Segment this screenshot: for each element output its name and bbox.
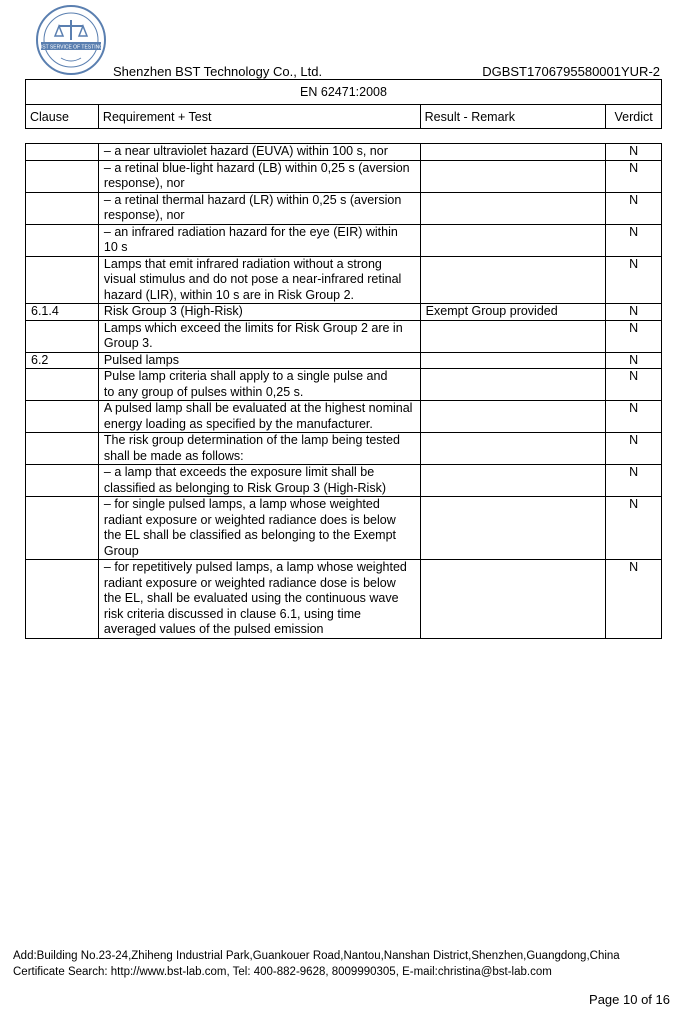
requirement-cell: Lamps which exceed the limits for Risk Group 2 are in Group 3. <box>98 320 420 352</box>
requirement-cell: – a lamp that exceeds the exposure limit shall be classified as belonging to Risk Group 3 (High-Risk) <box>98 465 420 497</box>
clause-cell <box>26 320 99 352</box>
requirements-table <box>25 143 662 639</box>
requirement-cell: Pulsed lamps <box>98 352 420 369</box>
col-result-header: Result - Remark <box>420 105 606 129</box>
col-requirement-header: Requirement + Test <box>98 105 420 129</box>
requirement-cell: Risk Group 3 (High-Risk) <box>98 304 420 321</box>
verdict-cell: N <box>606 497 662 560</box>
table-row <box>26 465 662 497</box>
table-row <box>26 497 662 560</box>
clause-cell <box>26 256 99 304</box>
requirement-cell: The risk group determination of the lamp being tested shall be made as follows: <box>98 433 420 465</box>
result-cell <box>420 560 606 639</box>
table-row <box>26 256 662 304</box>
header-table <box>25 79 662 129</box>
verdict-cell: N <box>606 369 662 401</box>
result-cell <box>420 433 606 465</box>
requirement-cell: – a retinal blue-light hazard (LB) within 0,25 s (aversion response), nor <box>98 160 420 192</box>
result-cell <box>420 465 606 497</box>
requirement-cell: Pulse lamp criteria shall apply to a single pulse and to any group of pulses within 0,25 s. <box>98 369 420 401</box>
table-row <box>26 560 662 639</box>
result-cell <box>420 256 606 304</box>
table-row <box>26 304 662 321</box>
clause-cell <box>26 369 99 401</box>
report-number: DGBST1706795580001YUR-2 <box>482 64 660 79</box>
col-clause-header: Clause <box>26 105 99 129</box>
col-verdict-header: Verdict <box>606 105 662 129</box>
table-row <box>26 401 662 433</box>
requirement-cell: – a retinal thermal hazard (LR) within 0,25 s (aversion response), nor <box>98 192 420 224</box>
requirement-cell: – for single pulsed lamps, a lamp whose weighted radiant exposure or weighted radiance does is below the EL shall be classified as belonging to the Exempt Group <box>98 497 420 560</box>
requirement-cell: – for repetitively pulsed lamps, a lamp whose weighted radiant exposure or weighted radiance dose is below the EL, shall be evaluated using the continuous wave risk criteria discussed in clause 6.1, using time averaged values of the pulsed emission <box>98 560 420 639</box>
verdict-cell: N <box>606 144 662 161</box>
clause-cell <box>26 497 99 560</box>
footer-address: Add:Building No.23-24,Zhiheng Industrial Park,Guankouer Road,Nantou,Nanshan District,Shenzhen,Guangdong,China <box>13 950 620 962</box>
standard-title: EN 62471:2008 <box>26 80 662 105</box>
company-name: Shenzhen BST Technology Co., Ltd. <box>113 64 323 79</box>
result-cell <box>420 192 606 224</box>
table-row <box>26 192 662 224</box>
requirement-cell: A pulsed lamp shall be evaluated at the highest nominal energy loading as specified by the manufacturer. <box>98 401 420 433</box>
table-row <box>26 433 662 465</box>
clause-cell <box>26 560 99 639</box>
verdict-cell: N <box>606 465 662 497</box>
clause-cell <box>26 433 99 465</box>
requirement-cell: – a near ultraviolet hazard (EUVA) within 100 s, nor <box>98 144 420 161</box>
clause-cell <box>26 465 99 497</box>
verdict-cell: N <box>606 401 662 433</box>
clause-cell <box>26 401 99 433</box>
result-cell <box>420 224 606 256</box>
page-number: Page 10 of 16 <box>589 992 670 1007</box>
clause-cell <box>26 160 99 192</box>
result-cell <box>420 497 606 560</box>
verdict-cell: N <box>606 320 662 352</box>
verdict-cell: N <box>606 433 662 465</box>
verdict-cell: N <box>606 352 662 369</box>
table-row <box>26 224 662 256</box>
footer-address-block <box>13 949 620 980</box>
clause-cell <box>26 144 99 161</box>
bst-logo-seal-icon <box>35 4 107 76</box>
verdict-cell: N <box>606 160 662 192</box>
clause-cell: 6.1.4 <box>26 304 99 321</box>
result-cell <box>420 160 606 192</box>
result-cell <box>420 320 606 352</box>
table-row <box>26 320 662 352</box>
verdict-cell: N <box>606 560 662 639</box>
table-row <box>26 352 662 369</box>
verdict-cell: N <box>606 224 662 256</box>
result-cell <box>420 352 606 369</box>
footer-contact: Certificate Search: http://www.bst-lab.com, Tel: 400-882-9628, 8009990305, E-mail:christina@bst-lab.com <box>13 965 552 978</box>
clause-cell <box>26 192 99 224</box>
result-cell <box>420 401 606 433</box>
requirement-cell: Lamps that emit infrared radiation without a strong visual stimulus and do not pose a near-infrared retinal hazard (LIR), within 10 s are in Risk Group 2. <box>98 256 420 304</box>
table-row <box>26 160 662 192</box>
table-row <box>26 144 662 161</box>
clause-cell <box>26 224 99 256</box>
clause-cell: 6.2 <box>26 352 99 369</box>
svg-text:BST SERVICE OF TESTING: BST SERVICE OF TESTING <box>38 44 104 51</box>
result-cell <box>420 369 606 401</box>
result-cell <box>420 144 606 161</box>
table-row <box>26 369 662 401</box>
verdict-cell: N <box>606 304 662 321</box>
result-cell: Exempt Group provided <box>420 304 606 321</box>
verdict-cell: N <box>606 192 662 224</box>
verdict-cell: N <box>606 256 662 304</box>
requirement-cell: – an infrared radiation hazard for the eye (EIR) within 10 s <box>98 224 420 256</box>
